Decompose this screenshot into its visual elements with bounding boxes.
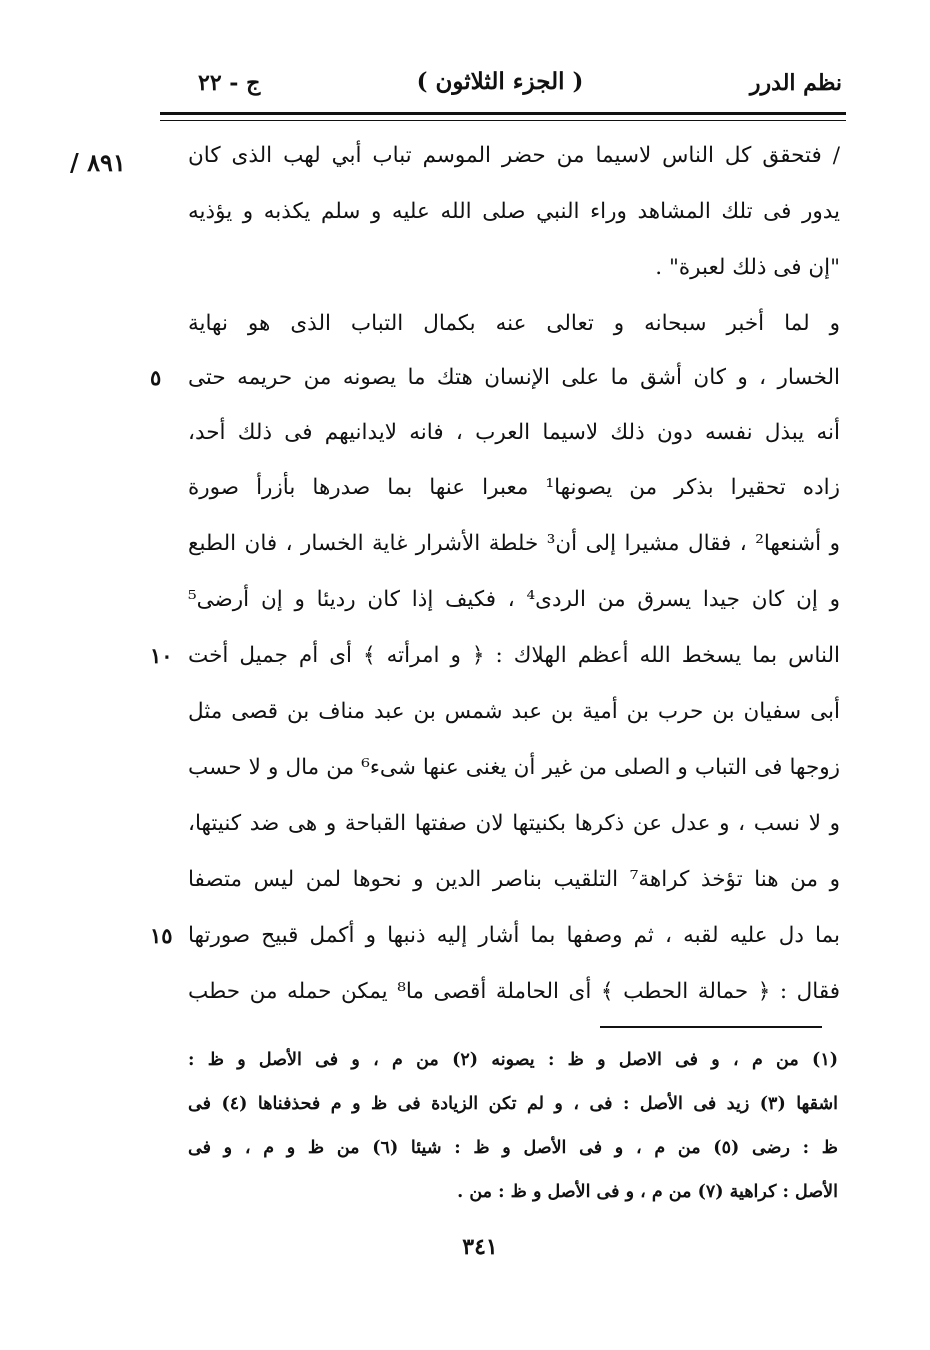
text-line: و لما أخبر سبحانه و تعالى عنه بكمال التباب الذى هو نهاية xyxy=(188,311,840,336)
footnote-line: اشقها (٣) زيد فى الأصل : فى ، و لم تكن الزيادة فى ظ و م فحذفناها (٤) فى xyxy=(188,1094,838,1114)
running-head-volume: ج - ٢٢ xyxy=(198,70,261,96)
header-rule-thin xyxy=(160,120,846,121)
text-line: أنه يبذل نفسه دون ذلك لاسيما العرب ، فانه لايدانيهم فى ذلك أحد، xyxy=(188,420,840,445)
line-number-15: ١٥ xyxy=(150,923,173,948)
text-line: بما دل عليه لقبه ، ثم وصفها بما أشار إليه ذنبها و أكمل قبيح صورتها xyxy=(188,923,840,948)
text-line: الناس بما يسخط الله أعظم الهلاك : ﴿ و امرأته ﴾ أى أم جميل أخت xyxy=(188,643,840,668)
footnote-line: (١) من م ، و فى الاصل و ظ : يصونه (٢) من م ، و فى الأصل و ظ : xyxy=(188,1050,838,1070)
text-line: يدور فى تلك المشاهد وراء النبي صلى الله عليه و سلم يكذبه و يؤذيه xyxy=(188,199,840,224)
line-number-10: ١٠ xyxy=(150,643,173,668)
running-head-book-title: نظم الدرر xyxy=(749,70,842,96)
footnote-separator xyxy=(600,1026,822,1028)
header-rule-thick xyxy=(160,112,846,115)
page-number: ٣٤١ xyxy=(462,1234,498,1260)
text-line: الخسار ، و كان أشق ما على الإنسان هتك ما يصونه من حريمه حتى xyxy=(188,365,840,390)
footnote-line: ظ : رضى (٥) من م ، و فى الأصل و ظ : شيئا (٦) من ظ و م ، و فى xyxy=(188,1138,838,1158)
footnote-line: الأصل : كراهية (٧) من م ، و فى الأصل و ظ : من . xyxy=(457,1182,838,1202)
text-line: أبى سفيان بن حرب بن أمية بن عبد شمس بن عبد مناف بن قصى مثل xyxy=(188,699,840,724)
text-line: فقال : ﴿ حمالة الحطب ﴾ أى الحاملة أقصى ما⁸ يمكن حمله من حطب xyxy=(188,979,840,1004)
text-line: و من هنا تؤخذ كراهة⁷ التلقيب بناصر الدين و نحوها لمن ليس متصفا xyxy=(188,867,840,892)
text-line: زوجها فى التباب و الصلى من غير أن يغنى عنها شىء⁶ من مال و لا حسب xyxy=(188,755,840,780)
text-line: و أشنعها² ، فقال مشيرا إلى أن³ خلطة الأشرار غاية الخسار ، فان الطبع xyxy=(188,531,840,556)
text-line: و لا نسب ، و عدل عن ذكرها بكنيتها لان صفتها القباحة و هى ضد كنيتها، xyxy=(188,811,840,836)
line-number-5: ٥ xyxy=(150,365,162,390)
text-line: زاده تحقيرا بذكر من يصونها¹ معبرا عنها بما صدرها بأزرأ صورة xyxy=(188,475,840,500)
margin-page-reference: / ٨٩١ xyxy=(70,148,126,177)
text-line: و إن كان جيدا يسرق من الردى⁴ ، فكيف إذا كان رديئا و إن أرضى⁵ xyxy=(188,587,840,612)
running-head-part-title: ( الجزء الثلاثون ) xyxy=(416,68,584,95)
text-line: "إن فى ذلك لعبرة" . xyxy=(655,255,840,280)
text-line: / فتحقق كل الناس لاسيما من حضر الموسم تباب أبي لهب الذى كان xyxy=(188,143,840,168)
